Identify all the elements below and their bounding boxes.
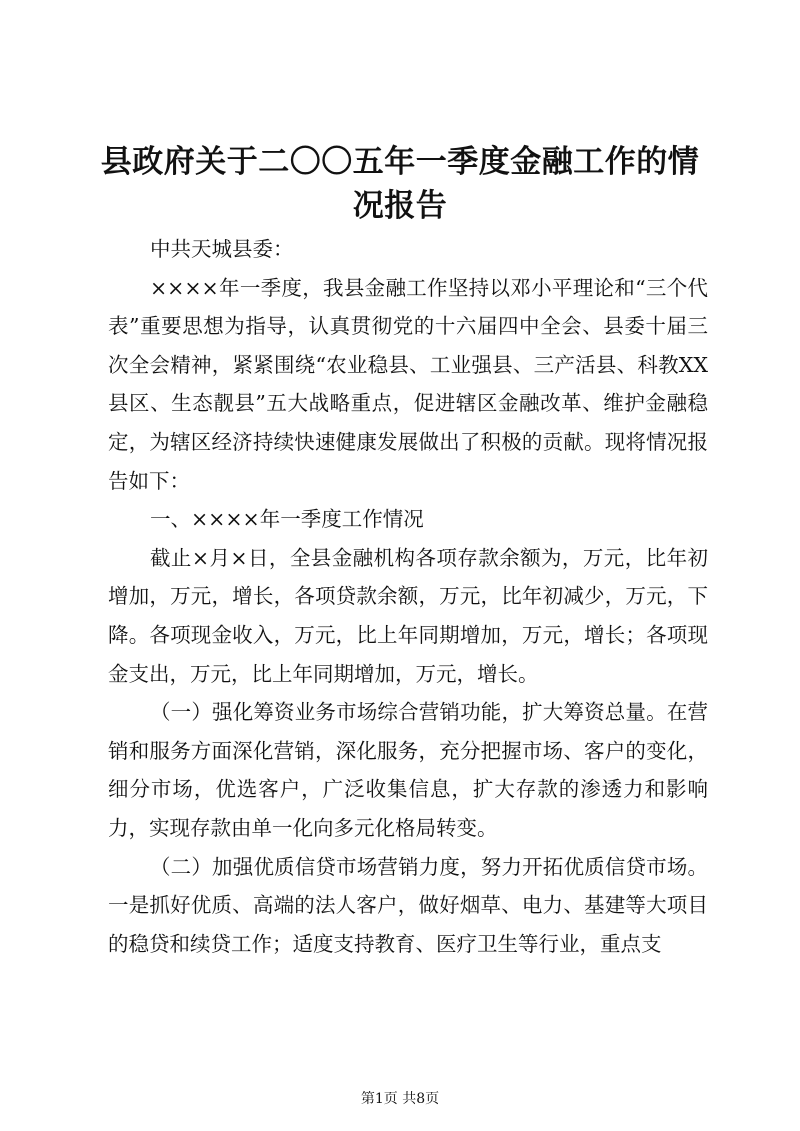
section-heading: 一、××××年一季度工作情况 xyxy=(150,507,424,532)
document-body xyxy=(108,230,708,963)
subsection-2-paragraph: （二）加强优质信贷市场营销力度，努力开拓优质信贷市场。一是抓好优质、高端的法人客户，做好烟草、电力、基建等大项目的稳贷和续贷工作；适度支持教育、医疗卫生等行业，重点支 xyxy=(108,854,708,956)
salutation: 中共天城县委： xyxy=(150,237,294,261)
page-footer: 第1页 共8页 xyxy=(360,1091,440,1107)
subsection-1-paragraph: （一）强化筹资业务市场综合营销功能，扩大筹资总量。在营销和服务方面深化营销，深化服务，充分把握市场、客户的变化，细分市场，优选客户，广泛收集信息，扩大存款的渗透力和影响力，实现存款由单一化向多元化格局转变。 xyxy=(108,700,708,840)
document-title: 县政府关于二〇〇五年一季度金融工作的情况报告 xyxy=(100,144,700,224)
intro-paragraph: ××××年一季度，我县金融工作坚持以邓小平理论和“三个代表”重要思想为指导，认真贯彻党的十六届四中全会、县委十届三次全会精神，紧紧围绕“农业稳县、工业强县、三产活县、科教XX县区、生态靓县”五大战略重点，促进辖区金融改革、维护金融稳定，为辖区经济持续快速健康发展做出了积极的贡献。现将情况报告如下： xyxy=(108,275,708,493)
statistics-paragraph: 截止×月×日，全县金融机构各项存款余额为，万元，比年初增加，万元，增长，各项贷款余额，万元，比年初减少，万元，下降。各项现金收入，万元，比上年同期增加，万元，增长；各项现金支出，万元，比上年同期增加，万元，增长。 xyxy=(108,545,708,686)
